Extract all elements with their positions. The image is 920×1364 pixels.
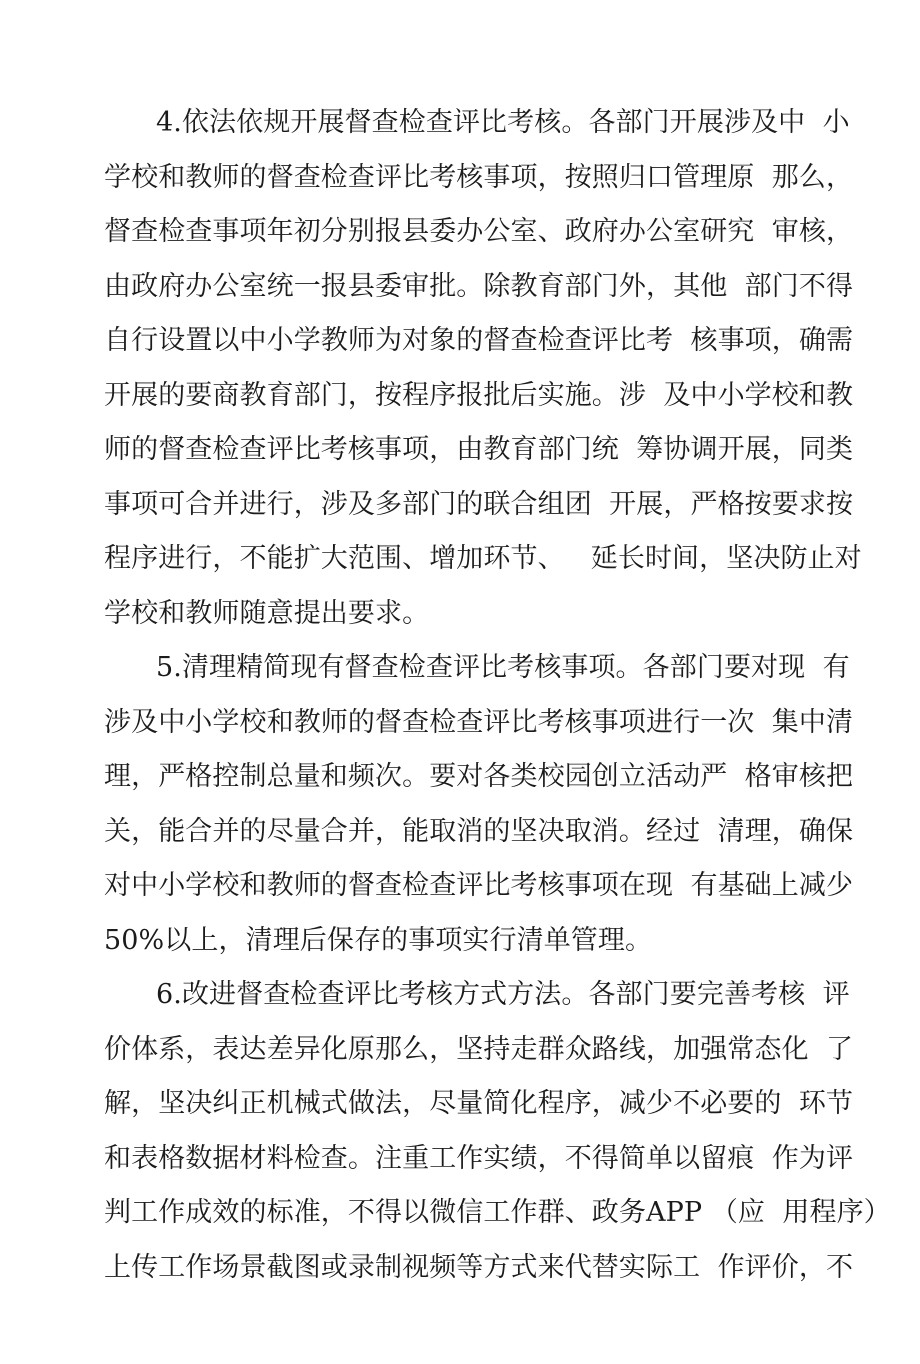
text-line: 上传工作场景截图或录制视频等方式来代替实际工 作评价，不 bbox=[104, 1251, 854, 1283]
text-line: 师的督查检查评比考核事项，由教育部门统 筹协调开展，同类 bbox=[104, 434, 854, 465]
text-line: 督查检查事项年初分别报县委办公室、政府办公室研究 审核， bbox=[104, 216, 854, 247]
document-body bbox=[104, 96, 891, 1295]
text-line: 判工作成效的标准，不得以微信工作群、政务APP （应 用程序） bbox=[104, 1197, 891, 1228]
text-line: 50%以上，清理后保存的事项实行清单管理。 bbox=[104, 924, 653, 956]
text-line: 学校和教师随意提出要求。 bbox=[104, 597, 430, 629]
text-line: 和表格数据材料检查。注重工作实绩，不得简单以留痕 作为评 bbox=[104, 1142, 854, 1174]
text-line: 4.依法依规开展督查检查评比考核。各部门开展涉及中 小 bbox=[156, 107, 850, 138]
text-line: 5.清理精简现有督查检查评比考核事项。各部门要对现 有 bbox=[156, 652, 850, 683]
text-line: 关，能合并的尽量合并，能取消的坚决取消。经过 清理，确保 bbox=[104, 815, 854, 847]
text-line: 开展的要商教育部门，按程序报批后实施。涉 及中小学校和教 bbox=[104, 379, 854, 411]
text-line: 对中小学校和教师的督查检查评比考核事项在现 有基础上减少 bbox=[104, 870, 854, 901]
paragraph-5 bbox=[104, 641, 854, 968]
text-line: 涉及中小学校和教师的督查检查评比考核事项进行一次 集中清 bbox=[104, 706, 854, 738]
text-line: 由政府办公室统一报县委审批。除教育部门外，其他 部门不得 bbox=[104, 270, 854, 302]
text-line: 理，严格控制总量和频次。要对各类校园创立活动严 格审核把 bbox=[104, 761, 854, 792]
text-line: 事项可合并进行，涉及多部门的联合组团 开展，严格按要求按 bbox=[104, 488, 854, 520]
paragraph-6 bbox=[104, 968, 891, 1295]
text-line: 价体系，表达差异化原那么，坚持走群众路线，加强常态化 了 bbox=[104, 1033, 854, 1065]
text-line: 解，坚决纠正机械式做法，尽量简化程序，减少不必要的 环节 bbox=[104, 1088, 854, 1119]
text-line: 自行设置以中小学教师为对象的督查检查评比考 核事项，确需 bbox=[104, 325, 854, 356]
text-line: 学校和教师的督查检查评比考核事项，按照归口管理原 那么， bbox=[104, 161, 854, 193]
paragraph-4 bbox=[104, 96, 862, 641]
text-line: 6.改进督查检查评比考核方式方法。各部门要完善考核 评 bbox=[156, 979, 850, 1010]
text-line: 程序进行，不能扩大范围、增加环节、 延长时间，坚决防止对 bbox=[104, 543, 862, 574]
